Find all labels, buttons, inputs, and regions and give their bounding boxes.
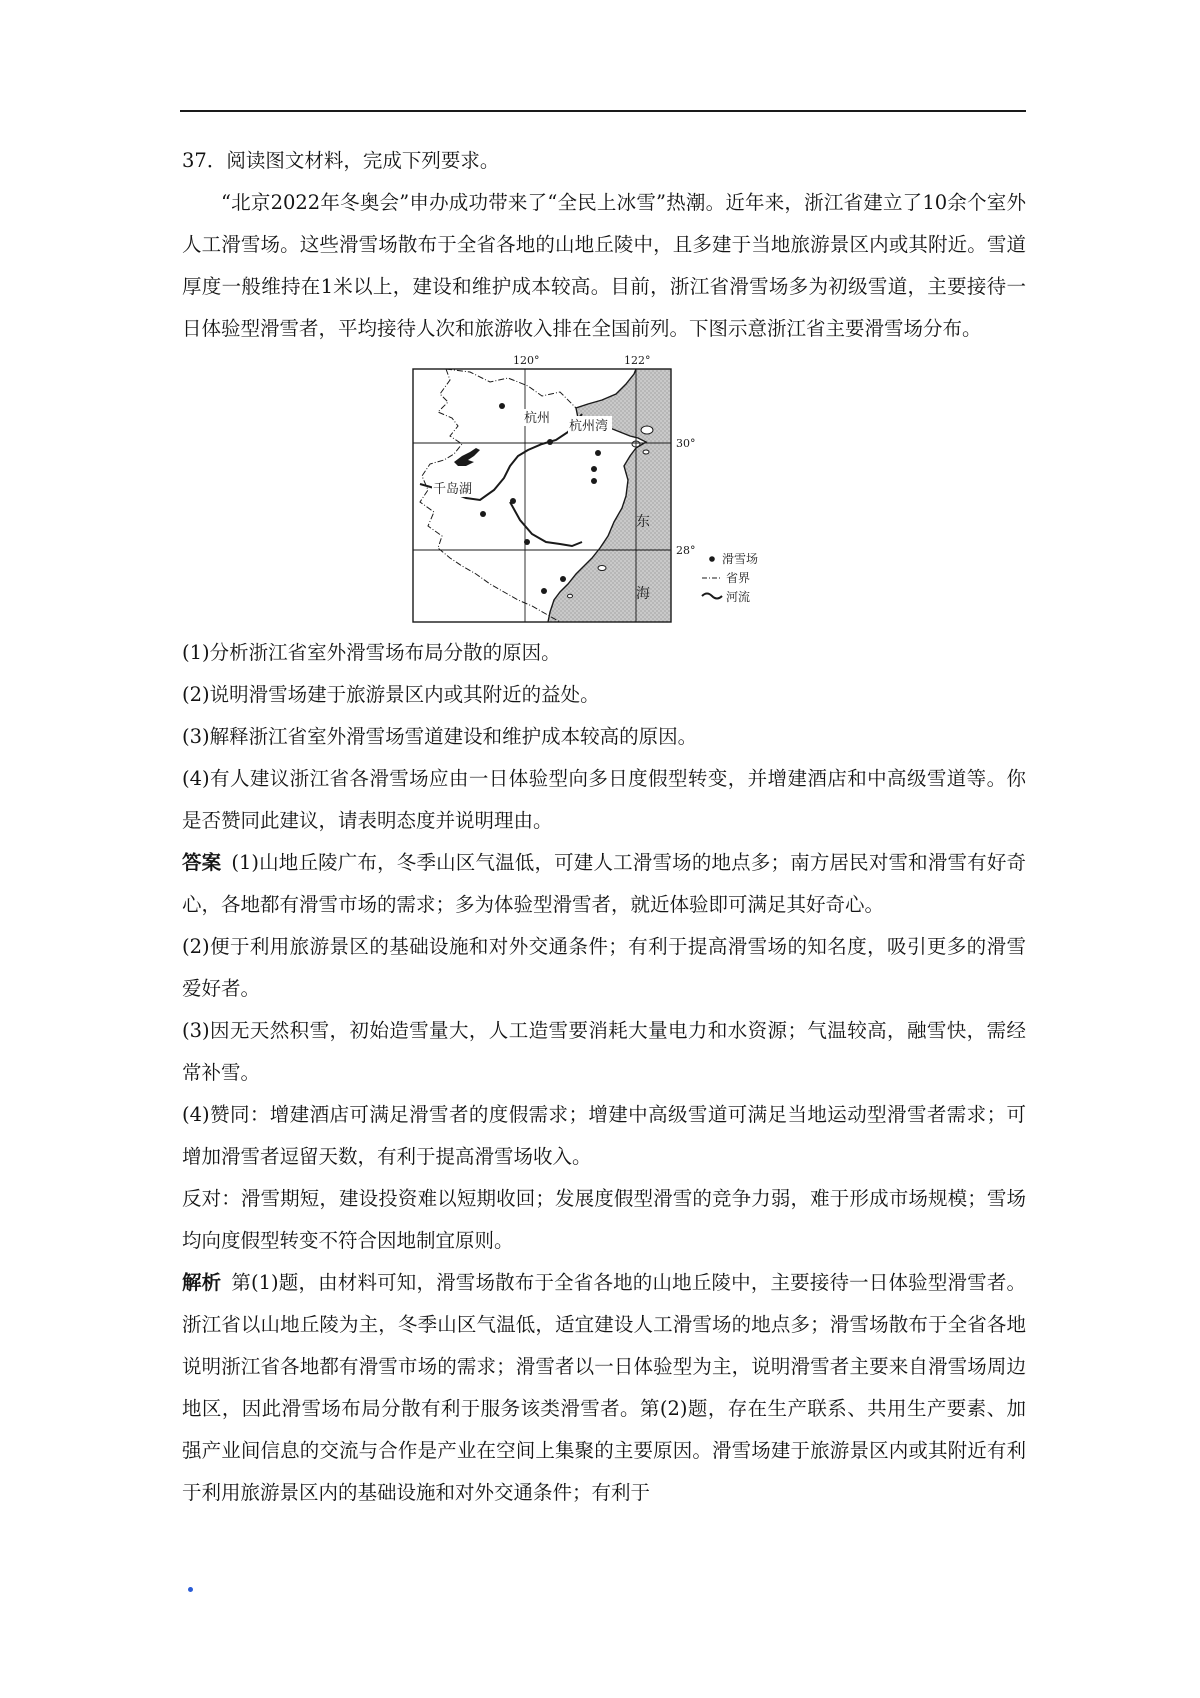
sub-question-1: (1)分析浙江省室外滑雪场布局分散的原因。 — [182, 641, 561, 664]
sub-question-2: (2)说明滑雪场建于旅游景区内或其附近的益处。 — [182, 683, 600, 706]
legend-river-symbol — [702, 594, 722, 599]
sub-question-3: (3)解释浙江省室外滑雪场雪道建设和维护成本较高的原因。 — [182, 725, 698, 748]
answer-label: 答案 — [182, 851, 222, 874]
answer-3: (3)因无天然积雪，初始造雪量大，人工造雪要消耗大量电力和水资源；气温较高，融雪快，需经常补雪。 — [182, 1019, 1026, 1084]
legend-ski-resort: 滑雪场 — [722, 552, 759, 566]
question-material: “北京2022年冬奥会”申办成功带来了“全民上冰雪”热潮。近年来，浙江省建立了10余个室外人工滑雪场。这些滑雪场散布于全省各地的山地丘陵中，且多建于当地旅游景区内或其附近。雪道厚度一般维持在1米以上，建设和维护成本较高。目前，浙江省滑雪场多为初级雪道，主要接待一日体验型滑雪者，平均接待人次和旅游收入排在全国前列。下图示意浙江省主要滑雪场分布。 — [182, 191, 1026, 340]
label-hangzhou: 杭州 — [524, 411, 551, 426]
ski-resort-dot — [510, 498, 516, 504]
legend-ski-resort-symbol — [709, 556, 715, 562]
ski-resort-dot — [541, 588, 547, 594]
qiandao-lake-shape — [454, 448, 480, 466]
answer-1-text: (1)山地丘陵广布，冬季山区气温低，可建人工滑雪场的地点多；南方居民对雪和滑雪有好奇心，各地都有滑雪市场的需求；多为体验型滑雪者，就近体验即可满足其好奇心。 — [182, 851, 1026, 916]
ski-resort-dot — [560, 576, 566, 582]
analysis — [182, 1262, 1026, 1514]
question-title: 37．阅读图文材料，完成下列要求。 — [182, 149, 500, 172]
answer-2: (2)便于利用旅游景区的基础设施和对外交通条件；有利于提高滑雪场的知名度，吸引更多的滑雪爱好者。 — [182, 935, 1026, 1000]
ski-resort-dot — [595, 450, 601, 456]
ski-resort-dot — [547, 439, 553, 445]
analysis-text: 第(1)题，由材料可知，滑雪场散布于全省各地的山地丘陵中，主要接待一日体验型滑雪者。浙江省以山地丘陵为主，冬季山区气温低，适宜建设人工滑雪场的地点多；滑雪场散布于全省各地说明浙江省各地都有滑雪市场的需求；滑雪者以一日体验型为主，说明滑雪者主要来自滑雪场周边地区，因此滑雪场布局分散有利于服务该类滑雪者。第(2)题，存在生产联系、共用生产要素、加强产业间信息的交流与合作是产业在空间上集聚的主要原因。滑雪场建于旅游景区内或其附近有利于利用旅游景区内的基础设施和对外交通条件；有利于 — [182, 1271, 1026, 1504]
lat-label-30: 30° — [676, 437, 696, 450]
label-sea-hai: 海 — [636, 586, 650, 602]
answer-4-oppose: 反对：滑雪期短，建设投资难以短期收回；发展度假型滑雪的竞争力弱，难于形成市场规模；雪场均向度假型转变不符合因地制宜原则。 — [182, 1187, 1026, 1252]
province-boundary-north — [446, 369, 576, 408]
header-rule — [180, 110, 1026, 112]
ou-river — [510, 502, 582, 546]
ski-resort-dot — [499, 403, 505, 409]
document-body — [182, 140, 1026, 1514]
legend-province-boundary: 省界 — [726, 571, 751, 585]
ski-resort-dot — [591, 466, 597, 472]
ski-resort-dot — [480, 511, 486, 517]
label-qiandao-lake: 千岛湖 — [433, 482, 473, 497]
map-svg — [410, 352, 759, 628]
label-hangzhou-bay: 杭州湾 — [569, 419, 609, 434]
zhejiang-ski-map — [410, 352, 759, 628]
sub-question-4: (4)有人建议浙江省各滑雪场应由一日体验型向多日度假型转变，并增建酒店和中高级雪道等。你是否赞同此建议，请表明态度并说明理由。 — [182, 767, 1026, 832]
map-legend — [702, 551, 758, 604]
lon-label-120: 120° — [513, 354, 540, 367]
ski-resort-dot — [524, 539, 530, 545]
sea-area — [548, 369, 671, 622]
label-sea-dong: 东 — [636, 514, 650, 530]
ski-resort-dot — [591, 478, 597, 484]
lon-label-122: 122° — [624, 354, 651, 367]
lat-label-28: 28° — [676, 544, 696, 557]
answer-1 — [182, 842, 1026, 926]
analysis-label: 解析 — [182, 1271, 222, 1294]
legend-river: 河流 — [726, 590, 751, 604]
answer-4-agree: (4)赞同：增建酒店可满足滑雪者的度假需求；增建中高级雪道可满足当地运动型滑雪者需求；可增加滑雪者逗留天数，有利于提高滑雪场收入。 — [182, 1103, 1026, 1168]
page-marker-dot — [188, 1587, 193, 1592]
